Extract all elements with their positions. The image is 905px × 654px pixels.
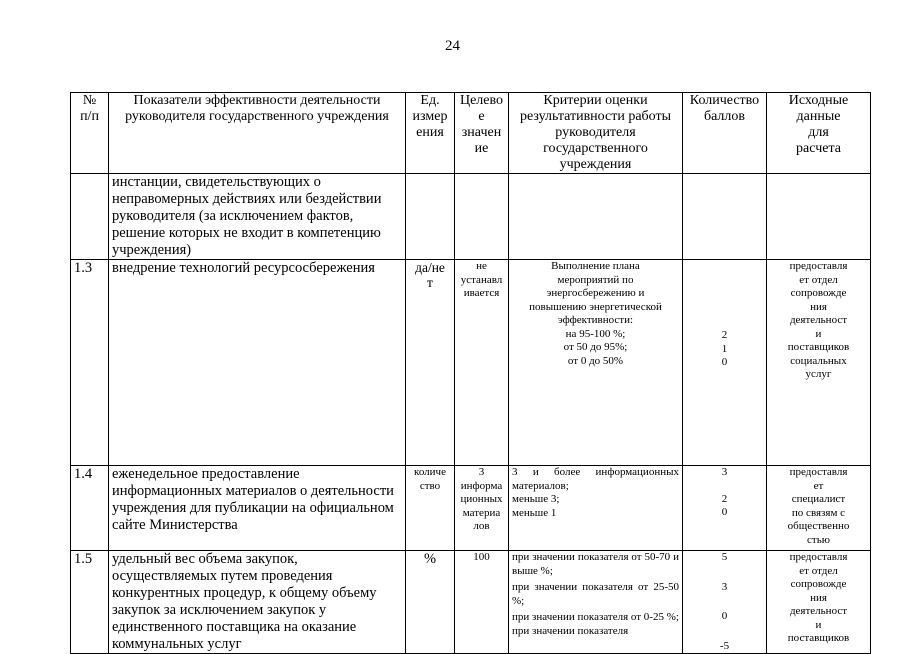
cell-criteria — [509, 174, 683, 260]
cell-target — [455, 174, 509, 260]
cell-unit: % — [406, 551, 455, 654]
cell-target: 100 — [455, 551, 509, 654]
header-source: Исходные данные для расчета — [767, 93, 871, 174]
cell-num: 1.3 — [71, 260, 109, 466]
cell-points — [683, 174, 767, 260]
cell-unit: да/не т — [406, 260, 455, 466]
cell-points — [683, 551, 767, 654]
cell-target: не устанавл ивается — [455, 260, 509, 466]
table-row — [71, 466, 871, 551]
cell-indicator: удельный вес объема закупок, осуществляемых путем проведения конкурентных процедур, к общему объему закупок за исключением закупок у единственного поставщика на оказание коммунальных услуг — [109, 551, 406, 654]
cell-source: предоставля ет отдел сопровожде ния деятельност и поставщиков социальных услуг — [767, 260, 871, 466]
cell-source: предоставля ет отдел сопровожде ния деятельност и поставщиков — [767, 551, 871, 654]
header-target: Целево е значен ие — [455, 93, 509, 174]
header-points: Количество баллов — [683, 93, 767, 174]
criteria-item: меньше 1 — [512, 506, 557, 519]
cell-indicator: инстанции, свидетельствующих о неправомерных действиях или бездействии руководителя (за исключением фактов, решение которых не входит в компетенцию учреждения) — [109, 174, 406, 260]
table-row — [71, 551, 871, 654]
points-values: 2 1 0 — [721, 329, 728, 368]
criteria-item: при значении показателя — [512, 624, 629, 637]
header-unit: Ед. измер ения — [406, 93, 455, 174]
header-num: № п/п — [71, 93, 109, 174]
header-criteria: Критерии оценки результативности работы руководителя государственного учреждения — [509, 93, 683, 174]
performance-indicators-table — [70, 92, 871, 654]
cell-num: 1.4 — [71, 466, 109, 551]
points-value: 0 — [721, 610, 728, 622]
table-row — [71, 174, 871, 260]
cell-criteria — [509, 551, 683, 654]
points-value: 0 — [721, 506, 728, 518]
criteria-item: 3 и более информационных материалов; — [512, 466, 679, 492]
cell-criteria — [509, 466, 683, 551]
cell-source — [767, 174, 871, 260]
cell-points — [683, 466, 767, 551]
table-row — [71, 260, 871, 466]
header-indicator: Показатели эффективности деятельности руководителя государственного учреждения — [109, 93, 406, 174]
cell-indicator: еженедельное предоставление информационных материалов о деятельности учреждения для публикации на официальном сайте Министерства — [109, 466, 406, 551]
points-value: -5 — [719, 639, 730, 652]
cell-source: предоставля ет специалист по связям с общественно стью — [767, 466, 871, 551]
criteria-item: меньше 3; — [512, 493, 560, 505]
points-value: 3 — [721, 466, 728, 478]
points-value: 5 — [721, 551, 728, 563]
cell-target: 3 информа ционных материа лов — [455, 466, 509, 551]
criteria-item: при значении показателя от 50-70 и выше %; — [512, 551, 679, 577]
cell-points — [683, 260, 767, 466]
criteria-item: при значении показателя от 25-50 %; — [512, 581, 679, 607]
cell-num: 1.5 — [71, 551, 109, 654]
cell-indicator: внедрение технологий ресурсосбережения — [109, 260, 406, 466]
points-value: 3 — [721, 580, 728, 593]
cell-criteria: Выполнение плана мероприятий по энергосбережению и повышению энергетической эффективности: на 95-100 %; от 50 до 95%; от 0 до 50% — [509, 260, 683, 466]
criteria-item: при значении показателя от 0-25 %; — [512, 611, 679, 623]
points-value: 2 — [721, 492, 728, 505]
cell-num — [71, 174, 109, 260]
cell-unit: количе ство — [406, 466, 455, 551]
cell-unit — [406, 174, 455, 260]
table-header-row — [71, 93, 871, 174]
page-number: 24 — [445, 38, 460, 54]
